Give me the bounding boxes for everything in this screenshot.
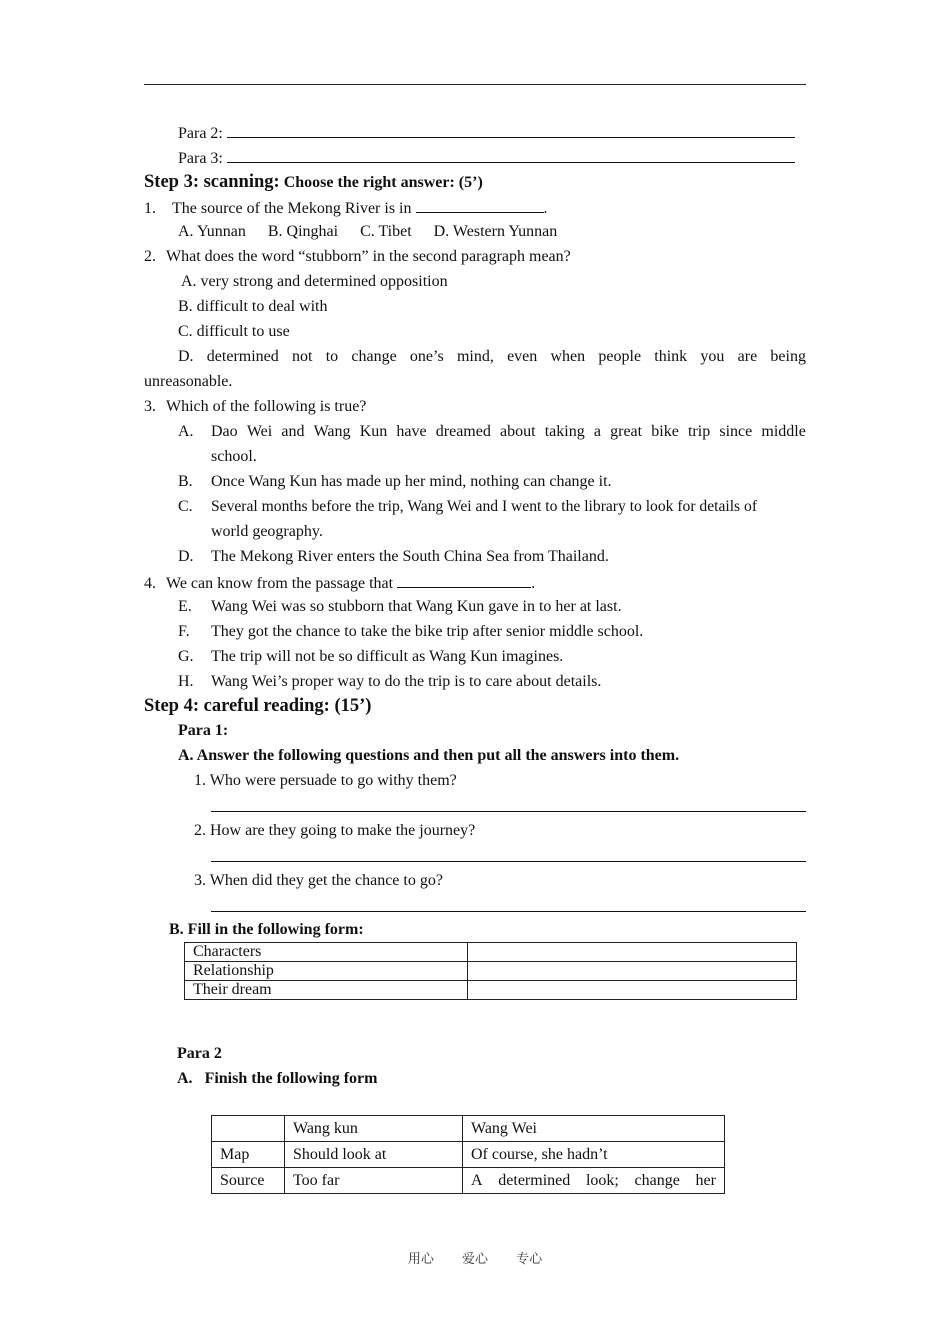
- para2-comparison-table: [211, 1115, 725, 1194]
- q2-option-c[interactable]: C. difficult to use: [178, 323, 290, 340]
- q3-option-c-continued: world geography.: [211, 523, 323, 540]
- word: when: [550, 348, 586, 365]
- para1-form-table: [184, 942, 797, 1000]
- q1-option-b[interactable]: B. Qinghai: [267, 223, 339, 240]
- q2-option-d[interactable]: [178, 347, 806, 367]
- word: since: [719, 423, 753, 440]
- q3-option-d-letter: D.: [178, 548, 194, 565]
- word: to: [325, 348, 339, 365]
- word: determined: [498, 1172, 571, 1189]
- q3-option-c[interactable]: Several months before the trip, Wang Wei and I went to the library to look for details of: [211, 498, 758, 515]
- q3-option-d[interactable]: The Mekong River enters the South China Sea from Thailand.: [211, 548, 609, 565]
- table-row: [185, 962, 797, 981]
- word: taking: [544, 423, 585, 440]
- q4-option-f-letter: F.: [178, 623, 190, 640]
- word: middle: [761, 423, 806, 440]
- word: dreamed: [435, 423, 491, 440]
- word: are: [737, 348, 758, 365]
- q4-text: We can know from the passage that: [166, 575, 394, 592]
- table-cell[interactable]: [463, 1168, 725, 1194]
- word: one’s: [409, 348, 444, 365]
- form-cell-characters-label: Characters: [185, 943, 468, 962]
- table-row: [185, 981, 797, 1000]
- q2-number: 2.: [144, 248, 156, 265]
- para2-label: Para 2: [177, 1045, 222, 1062]
- q1-option-d[interactable]: D. Western Yunnan: [433, 223, 558, 240]
- q4-option-e-letter: E.: [178, 598, 192, 615]
- form-cell-relationship-value[interactable]: [468, 962, 797, 981]
- para1-task-a: A. Answer the following questions and then put all the answers into them.: [178, 747, 680, 764]
- word: Dao: [211, 423, 238, 440]
- word: not: [292, 348, 313, 365]
- footer-text: 用心: [407, 1252, 434, 1267]
- form-cell-dream-label: Their dream: [185, 981, 468, 1000]
- table-cell: Source: [212, 1168, 285, 1194]
- q3-text: Which of the following is true?: [166, 398, 367, 415]
- word: great: [610, 423, 643, 440]
- q3-option-a-continued: school.: [211, 448, 257, 465]
- form-cell-dream-value[interactable]: [468, 981, 797, 1000]
- table-header-cell: [212, 1116, 285, 1142]
- q3-option-b[interactable]: Once Wang Kun has made up her mind, nothing can change it.: [211, 473, 612, 490]
- q4-option-e[interactable]: Wang Wei was so stubborn that Wang Kun gave in to her at last.: [211, 598, 622, 615]
- word: her: [695, 1172, 716, 1189]
- q3-option-a-letter: A.: [178, 423, 194, 440]
- source-wang-wei-text: [471, 1168, 716, 1193]
- para2-outline-line: [178, 122, 795, 144]
- table-row: [212, 1142, 725, 1168]
- para2-label: Para 2:: [178, 125, 223, 142]
- q1-option-a[interactable]: A. Yunnan: [178, 223, 246, 240]
- para2-task-a-text: Finish the following form: [204, 1070, 378, 1087]
- q4-option-h-letter: H.: [178, 673, 194, 690]
- para1-answer-line-2[interactable]: [211, 861, 806, 862]
- q3-option-c-letter: C.: [178, 498, 193, 515]
- header-rule: [144, 84, 806, 85]
- word: mind,: [456, 348, 494, 365]
- para1-question-1: 1. Who were persuade to go withy them?: [194, 772, 457, 789]
- q1-number: 1.: [144, 200, 156, 217]
- word: think: [654, 348, 688, 365]
- word: you: [700, 348, 725, 365]
- footer-text: 爱心: [461, 1252, 488, 1267]
- table-header-cell: Wang Wei: [463, 1116, 725, 1142]
- q4-option-g[interactable]: The trip will not be so difficult as Wang Kun imagines.: [211, 648, 564, 665]
- para1-question-2: 2. How are they going to make the journey?: [194, 822, 476, 839]
- q2-option-b[interactable]: B. difficult to deal with: [178, 298, 328, 315]
- q1-option-c[interactable]: C. Tibet: [360, 223, 412, 240]
- para1-question-3: 3. When did they get the chance to go?: [194, 872, 443, 889]
- q2-text: What does the word “stubborn” in the second paragraph mean?: [166, 248, 571, 265]
- para1-label: Para 1:: [178, 722, 229, 739]
- step3-heading: [144, 172, 483, 193]
- word: determined: [206, 348, 279, 365]
- table-cell: Map: [212, 1142, 285, 1168]
- q2-stem: [144, 247, 571, 267]
- para3-outline-line: [178, 147, 795, 169]
- para1-task-b: B. Fill in the following form:: [169, 921, 364, 938]
- word: bike: [651, 423, 679, 440]
- form-cell-characters-value[interactable]: [468, 943, 797, 962]
- table-cell: Too far: [285, 1168, 463, 1194]
- page-footer: [0, 1248, 950, 1267]
- word: Wei: [246, 423, 273, 440]
- word: A: [471, 1172, 483, 1189]
- para1-answer-line-3[interactable]: [211, 911, 806, 912]
- q1-options: [178, 222, 557, 242]
- q2-option-a[interactable]: A. very strong and determined opposition: [181, 273, 448, 290]
- table-row: [212, 1168, 725, 1194]
- step4-title: Step 4: careful reading: (15’): [144, 696, 372, 716]
- word: change: [634, 1172, 680, 1189]
- word: D.: [178, 348, 194, 365]
- word: look;: [585, 1172, 619, 1189]
- para1-answer-line-1[interactable]: [211, 811, 806, 812]
- q4-stem: [144, 572, 535, 594]
- q3-stem: [144, 397, 366, 417]
- q4-option-f[interactable]: They got the chance to take the bike trip after senior middle school.: [211, 623, 644, 640]
- step3-instruction: Choose the right answer: (5’): [283, 174, 483, 191]
- word: change: [351, 348, 397, 365]
- q3-option-b-letter: B.: [178, 473, 193, 490]
- q4-end: .: [531, 575, 536, 592]
- q1-text: The source of the Mekong River is in: [172, 200, 412, 217]
- q3-option-a[interactable]: [211, 422, 806, 442]
- para3-answer-blank[interactable]: [227, 147, 795, 163]
- footer-text: 专心: [516, 1252, 543, 1267]
- step3-title: Step 3: scanning:: [144, 172, 280, 192]
- q2-option-d-continued: unreasonable.: [144, 373, 233, 390]
- q1-stem: [144, 197, 548, 219]
- word: even: [507, 348, 538, 365]
- q4-option-g-letter: G.: [178, 648, 194, 665]
- q1-end: .: [543, 200, 548, 217]
- para2-answer-blank[interactable]: [227, 122, 795, 138]
- table-cell: Should look at: [285, 1142, 463, 1168]
- word: Wang: [313, 423, 351, 440]
- word: people: [598, 348, 642, 365]
- word: have: [396, 423, 427, 440]
- table-header-cell: Wang kun: [285, 1116, 463, 1142]
- form-cell-relationship-label: Relationship: [185, 962, 468, 981]
- q1-answer-blank[interactable]: [416, 197, 544, 213]
- table-cell: Of course, she hadn’t: [463, 1142, 725, 1168]
- para2-task-a: [177, 1069, 377, 1089]
- q3-number: 3.: [144, 398, 156, 415]
- q4-option-h[interactable]: Wang Wei’s proper way to do the trip is to care about details.: [211, 673, 602, 690]
- word: trip: [687, 423, 711, 440]
- word: being: [770, 348, 806, 365]
- word: and: [281, 423, 305, 440]
- q4-answer-blank[interactable]: [397, 572, 531, 588]
- para2-task-a-letter: A.: [177, 1070, 193, 1087]
- para3-label: Para 3:: [178, 150, 223, 167]
- word: a: [593, 423, 601, 440]
- q4-number: 4.: [144, 575, 156, 592]
- table-row: [212, 1116, 725, 1142]
- table-row: [185, 943, 797, 962]
- word: about: [500, 423, 536, 440]
- word: Kun: [359, 423, 388, 440]
